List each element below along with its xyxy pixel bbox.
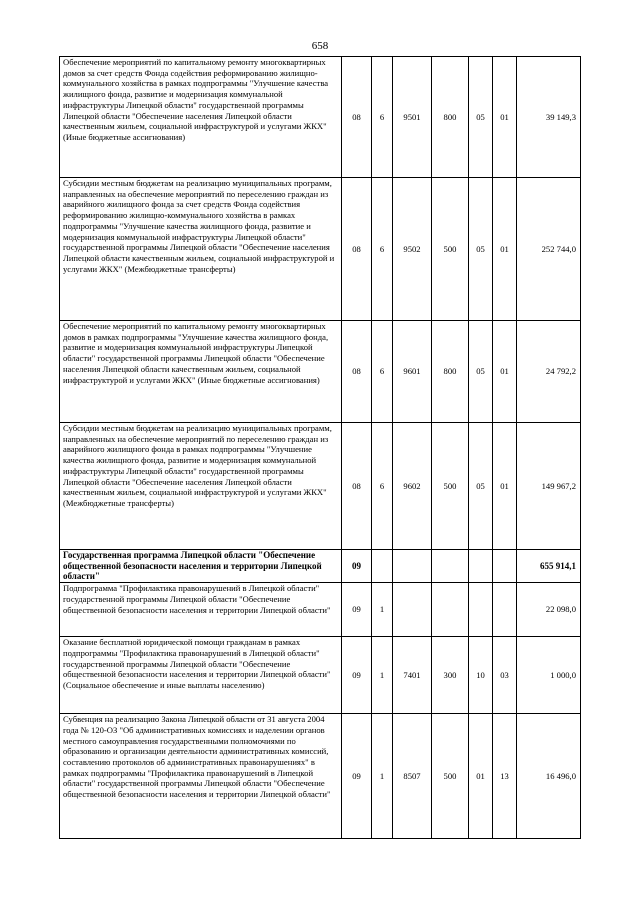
row-vr-code: 500 [432,423,469,550]
row-vr-code [432,583,469,637]
row-prz-code [493,583,517,637]
row-prz-code: 01 [493,423,517,550]
row-rz-code [469,550,493,583]
row-description: Обеспечение мероприятий по капитальному ремонту многоквартирных домов за счет средств Фонда содействия реформированию жилищно-коммунального хозяйства в рамках подпрограммы "Улучшение качества жилищного фонда, развитие и модернизация коммунальной инфраструктуры Липецкой области" государственной программы Липецкой области "Обеспечение населения Липецкой области качественным жильем, социальной инфраструктурой и услугами ЖКХ" (Иные бюджетные ассигнования) [60,57,342,178]
row-vr-code: 800 [432,321,469,423]
row-amount: 149 967,2 [517,423,581,550]
row-rz-code: 10 [469,637,493,714]
row-vr-code [432,550,469,583]
table-row [60,550,581,583]
row-gr-code: 08 [342,423,372,550]
row-gr-code: 08 [342,57,372,178]
row-cs-code: 9501 [393,57,432,178]
row-amount: 16 496,0 [517,714,581,839]
row-pp-code: 6 [372,423,393,550]
row-vr-code: 500 [432,178,469,321]
row-rz-code: 05 [469,178,493,321]
row-gr-code: 09 [342,714,372,839]
row-description: Оказание бесплатной юридической помощи гражданам в рамках подпрограммы "Профилактика правонарушений в Липецкой области" государственной программы Липецкой области "Обеспечение общественной безопасности населения и территории Липецкой области" (Социальное обеспечение и иные выплаты населению) [60,637,342,714]
row-amount: 252 744,0 [517,178,581,321]
row-pp-code: 6 [372,178,393,321]
row-pp-code: 1 [372,714,393,839]
row-cs-code: 9602 [393,423,432,550]
row-rz-code: 05 [469,57,493,178]
row-prz-code [493,550,517,583]
row-description: Субсидии местным бюджетам на реализацию муниципальных программ, направленных на обеспечение мероприятий по переселению граждан из аварийного жилищного фонда в рамках подпрограммы "Улучшение качества жилищного фонда, развитие и модернизация коммунальной инфраструктуры Липецкой области" государственной программы Липецкой области "Обеспечение населения Липецкой области качественным жильем, социальной инфраструктурой и услугами ЖКХ" (Межбюджетные трансферты) [60,423,342,550]
row-gr-code: 08 [342,321,372,423]
row-amount: 39 149,3 [517,57,581,178]
row-vr-code: 800 [432,57,469,178]
row-pp-code: 1 [372,637,393,714]
row-amount: 22 098,0 [517,583,581,637]
row-pp-code: 6 [372,321,393,423]
row-description: Обеспечение мероприятий по капитальному ремонту многоквартирных домов в рамках подпрограммы "Улучшение качества жилищного фонда, развитие и модернизация коммунальной инфраструктуры Липецкой области" государственной программы Липецкой области "Обеспечение населения Липецкой области качественным жильем, социальной инфраструктурой и услугами ЖКХ" (Иные бюджетные ассигнования) [60,321,342,423]
row-prz-code: 01 [493,57,517,178]
row-cs-code: 9601 [393,321,432,423]
row-amount: 655 914,1 [517,550,581,583]
row-rz-code: 05 [469,321,493,423]
table-row [60,637,581,714]
row-description: Подпрограмма "Профилактика правонарушений в Липецкой области" государственной программы Липецкой области "Обеспечение общественной безопасности населения и территории Липецкой области" [60,583,342,637]
row-prz-code: 01 [493,178,517,321]
row-description: Субсидии местным бюджетам на реализацию муниципальных программ, направленных на обеспечение мероприятий по переселению граждан из аварийного жилищного фонда за счет средств Фонда содействия реформированию жилищно-коммунального хозяйства в рамках подпрограммы "Улучшение качества жилищного фонда, развитие и модернизация коммунальной инфраструктуры Липецкой области" государственной программы Липецкой области "Обеспечение населения Липецкой области качественным жильем, социальной инфраструктурой и услугами ЖКХ" (Межбюджетные трансферты) [60,178,342,321]
budget-table [59,56,581,839]
row-cs-code [393,550,432,583]
row-cs-code: 9502 [393,178,432,321]
row-prz-code: 01 [493,321,517,423]
table-row [60,178,581,321]
row-pp-code: 6 [372,57,393,178]
row-cs-code: 8507 [393,714,432,839]
row-vr-code: 500 [432,714,469,839]
page-number: 658 [311,40,329,52]
row-gr-code: 08 [342,178,372,321]
row-description: Государственная программа Липецкой области "Обеспечение общественной безопасности населения и территории Липецкой области" [60,550,342,583]
row-prz-code: 03 [493,637,517,714]
row-cs-code: 7401 [393,637,432,714]
table-row [60,321,581,423]
table-row [60,583,581,637]
row-amount: 1 000,0 [517,637,581,714]
table-row [60,57,581,178]
row-gr-code: 09 [342,550,372,583]
row-pp-code: 1 [372,583,393,637]
row-cs-code [393,583,432,637]
row-rz-code: 01 [469,714,493,839]
row-pp-code [372,550,393,583]
row-vr-code: 300 [432,637,469,714]
row-gr-code: 09 [342,637,372,714]
table-row [60,423,581,550]
table-row [60,714,581,839]
row-amount: 24 792,2 [517,321,581,423]
row-description: Субвенция на реализацию Закона Липецкой области от 31 августа 2004 года № 120-ОЗ "Об административных комиссиях и наделении органов местного самоуправления государственными полномочиями по образованию и организации деятельности административных комиссий, составлению протоколов об административных правонарушениях" в рамках подпрограммы "Профилактика правонарушений в Липецкой области" государственной программы Липецкой области "Обеспечение общественной безопасности населения и территории Липецкой области" [60,714,342,839]
row-prz-code: 13 [493,714,517,839]
row-gr-code: 09 [342,583,372,637]
row-rz-code: 05 [469,423,493,550]
row-rz-code [469,583,493,637]
